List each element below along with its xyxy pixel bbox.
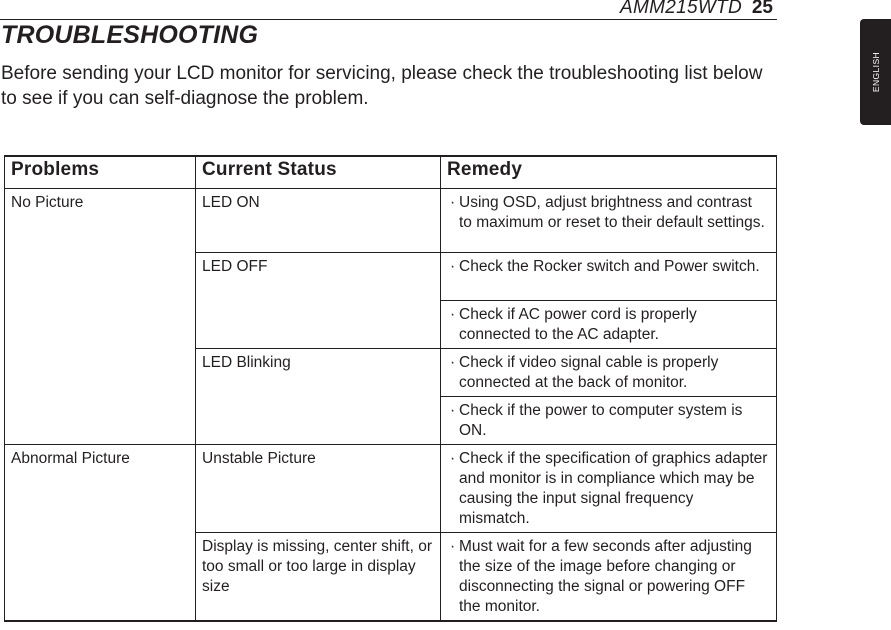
remedy-text: Check if video signal cable is properly connected at the back of monitor.: [459, 354, 719, 391]
remedy-text: Must wait for a few seconds after adjusting the size of the image before changing or disconnecting the signal or powering OFF the monitor.: [459, 538, 752, 615]
column-header-status: Current Status: [196, 156, 441, 189]
remedy-cell: [441, 253, 777, 301]
remedy-cell: [441, 397, 777, 445]
model-name: AMM215WTD: [620, 0, 742, 18]
bullet: ·: [450, 402, 456, 419]
table-row: [5, 189, 777, 253]
remedy-text: Check the Rocker switch and Power switch.: [459, 258, 760, 275]
remedy-cell: [441, 189, 777, 253]
language-tab: [860, 19, 891, 125]
remedy-text: Check if AC power cord is properly connected to the AC adapter.: [459, 306, 697, 343]
problem-cell-no-picture: No Picture: [5, 189, 196, 445]
bullet: ·: [450, 538, 456, 555]
troubleshooting-table: [4, 155, 777, 622]
status-cell-led-off: LED OFF: [196, 253, 441, 349]
bullet: ·: [450, 194, 456, 211]
column-header-problems: Problems: [5, 156, 196, 189]
status-cell-led-on: LED ON: [196, 189, 441, 253]
bullet: ·: [450, 306, 456, 323]
remedy-text: Check if the power to computer system is ON.: [459, 402, 743, 439]
status-cell-unstable-picture: Unstable Picture: [196, 445, 441, 533]
problem-cell-abnormal-picture: Abnormal Picture: [5, 445, 196, 622]
table-row: [5, 445, 777, 533]
column-header-remedy: Remedy: [441, 156, 777, 189]
bullet: ·: [450, 354, 456, 371]
remedy-text: Check if the specification of graphics adapter and monitor is in compliance which may be causing the input signal frequency mismatch.: [459, 450, 768, 527]
bullet: ·: [450, 258, 456, 275]
bullet: ·: [450, 450, 456, 467]
remedy-cell: [441, 301, 777, 349]
remedy-cell: [441, 445, 777, 533]
language-tab-label: ENGLISH: [870, 51, 881, 93]
page-title: TROUBLESHOOTING: [1, 21, 259, 49]
page-number: 25: [751, 0, 773, 18]
remedy-text: Using OSD, adjust brightness and contrast to maximum or reset to their default settings.: [459, 194, 765, 231]
status-cell-led-blinking: LED Blinking: [196, 349, 441, 445]
page-header: [0, 0, 777, 20]
table-header-row: [5, 156, 777, 189]
intro-paragraph: Before sending your LCD monitor for servicing, please check the troubleshooting list below to see if you can self-diagnose the problem.: [1, 63, 763, 109]
status-cell-display-missing: Display is missing, center shift, or too small or too large in display size: [196, 533, 441, 622]
remedy-cell: [441, 349, 777, 397]
remedy-cell: [441, 533, 777, 622]
